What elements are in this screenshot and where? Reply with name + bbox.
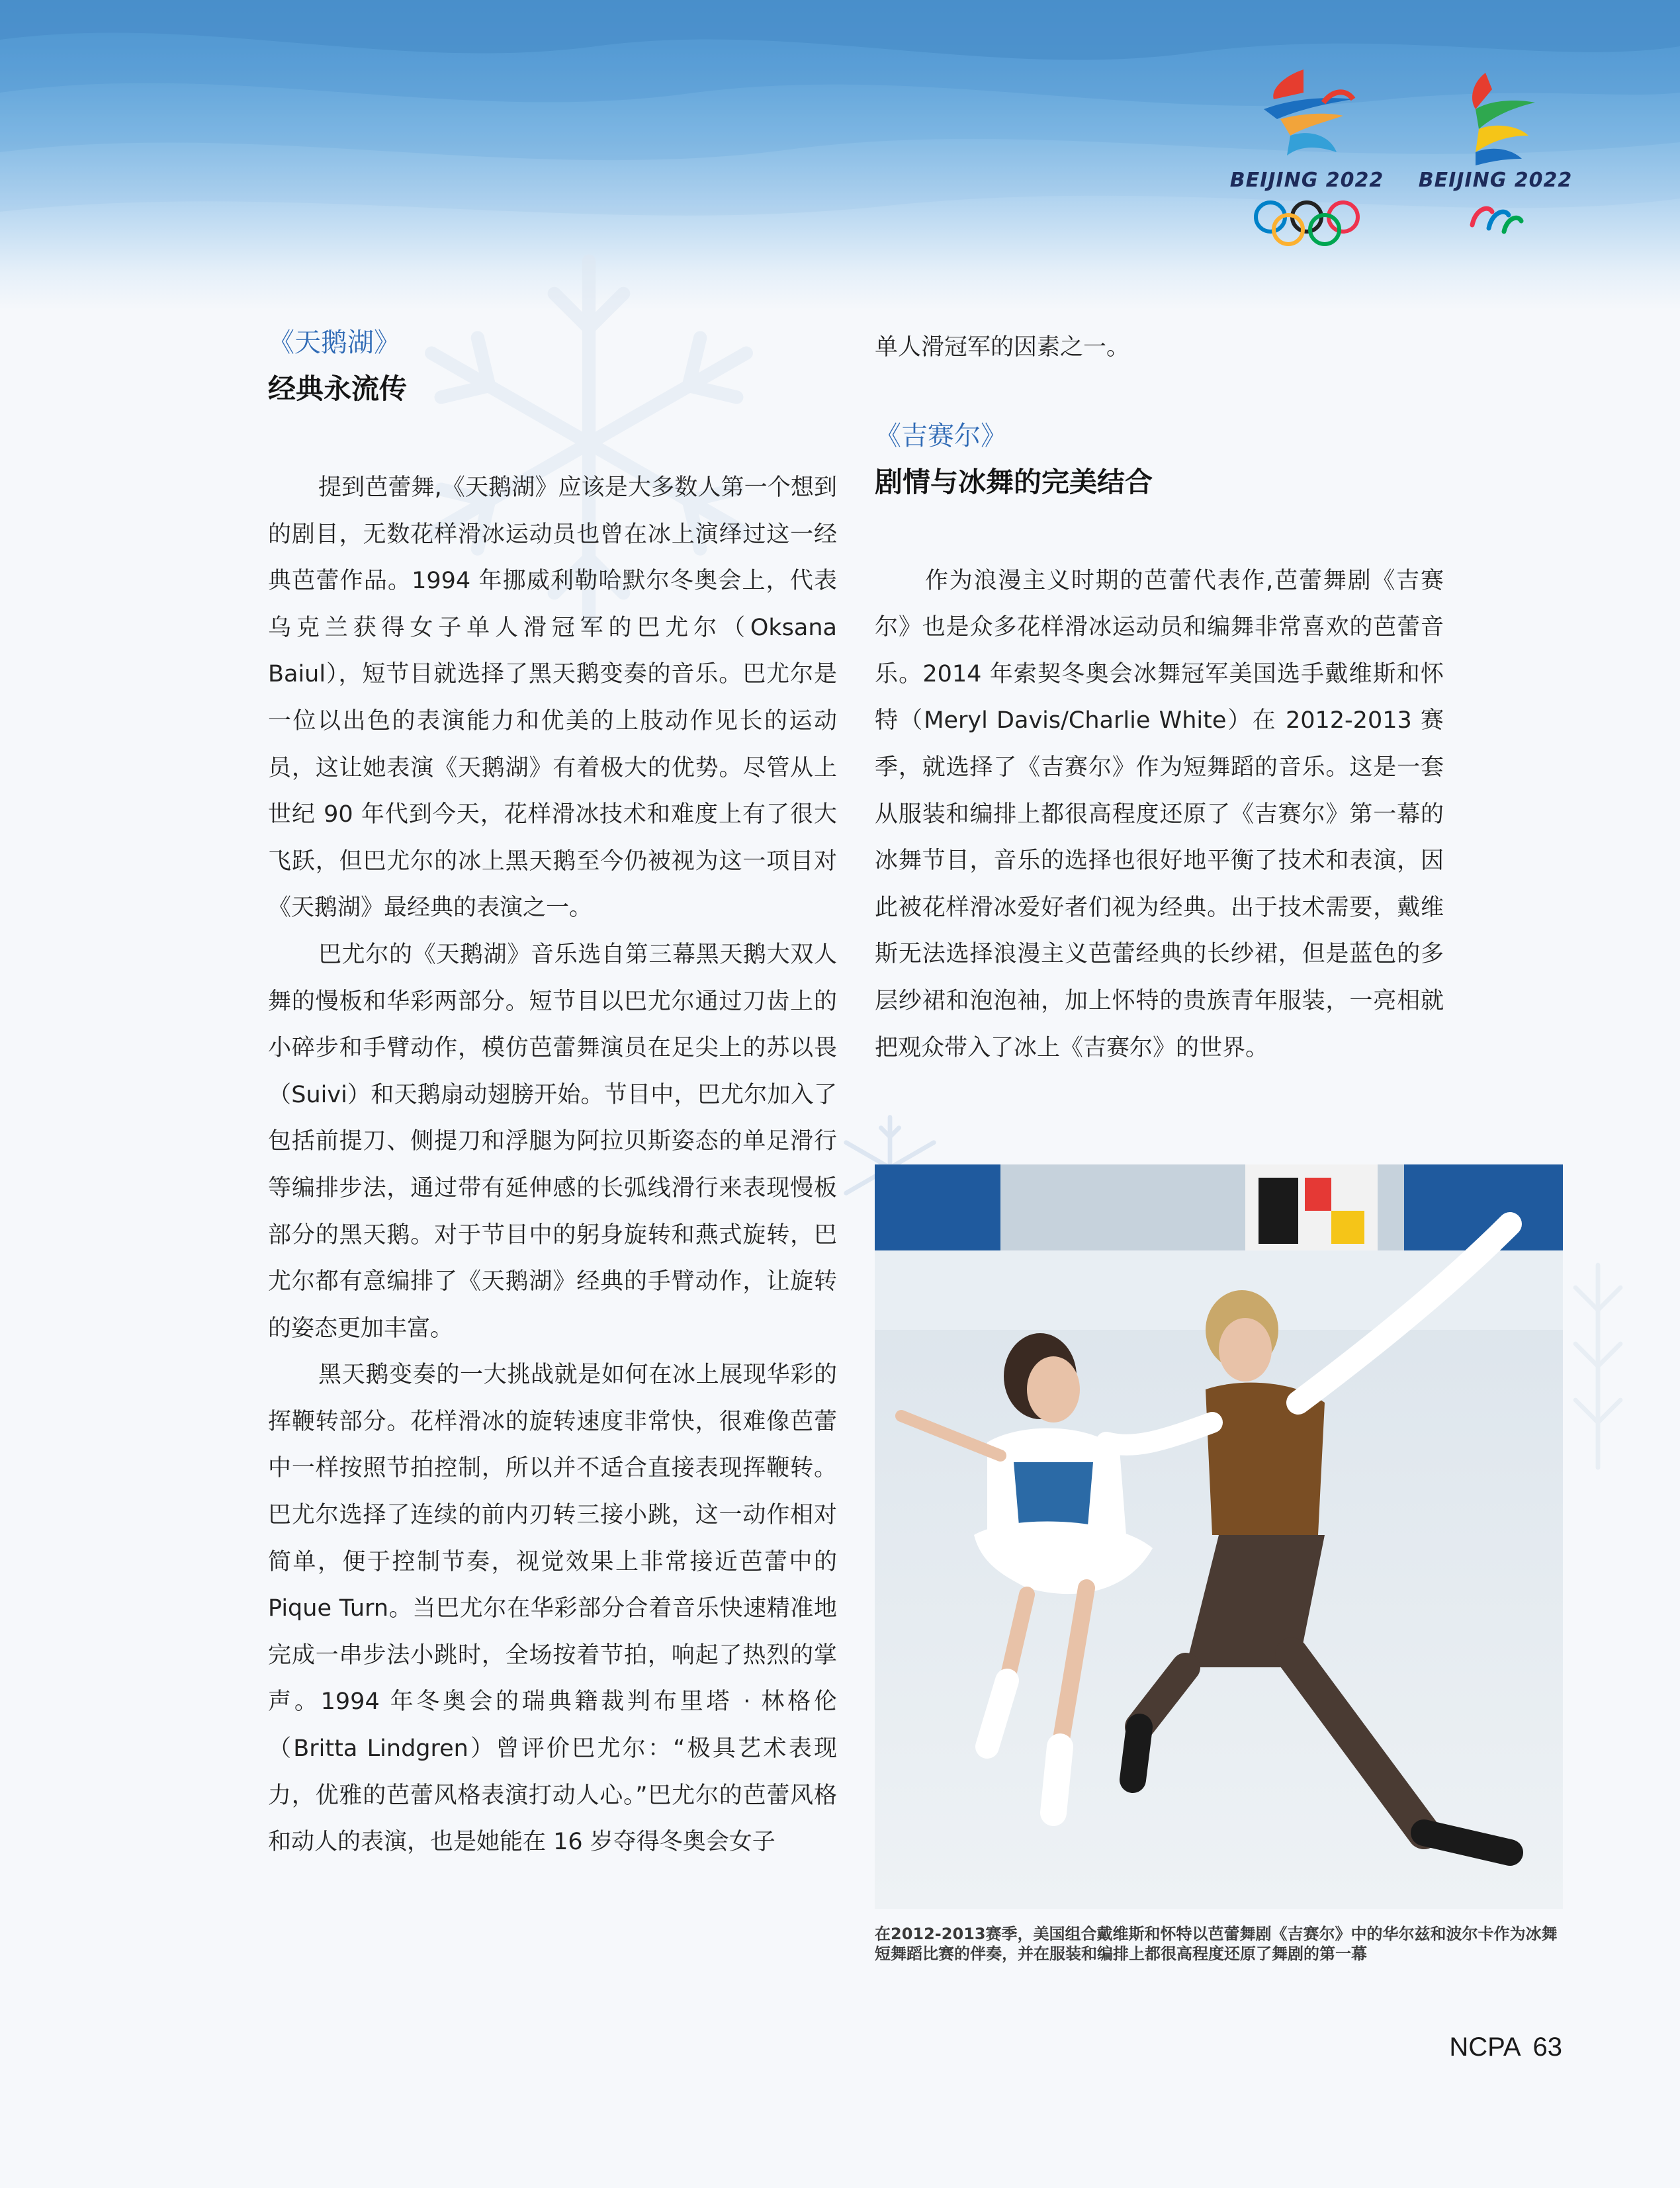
logo-wordmark: BEIJING 2022 [1418,169,1573,192]
magazine-name: NCPA [1449,2033,1521,2062]
ice-dance-photo [875,1164,1563,1909]
olympic-emblem-icon [1224,63,1390,169]
olympic-rings-icon [1251,198,1363,248]
ice-dance-illustration [875,1164,1563,1909]
section-kicker: 《吉赛尔》 [875,420,1007,451]
right-column [875,324,1444,1071]
body-paragraph: 巴尤尔的《天鹅湖》音乐选自第三幕黑天鹅大双人舞的慢板和华彩两部分。短节目以巴尤尔通过刀齿上的小碎步和手臂动作，模仿芭蕾舞演员在足尖上的苏以畏（Suivi）和天鹅扇动翅膀开始。节目中，巴尤尔加入了包括前提刀、侧提刀和浮腿为阿拉贝斯姿态的单足滑行等编排步法，通过带有延伸感的长弧线滑行来表现慢板部分的黑天鹅。对于节目中的躬身旋转和燕式旋转，巴尤尔都有意编排了《天鹅湖》经典的手臂动作，让旋转的姿态更加丰富。 [268,941,837,1342]
paralympic-emblem [1413,63,1578,255]
page-number: 63 [1532,2033,1562,2062]
left-column [268,324,837,1866]
photo-caption: 在2012-2013赛季，美国组合戴维斯和怀特以芭蕾舞剧《吉赛尔》中的华尔兹和波尔卡作为冰舞短舞蹈比赛的伴奏，并在服装和编排上都很高程度还原了舞剧的第一幕 [875,1925,1558,1963]
beijing-2022-logos [1224,63,1581,255]
section-kicker: 《天鹅湖》 [268,328,400,358]
agitos-icon [1466,198,1525,241]
continuation-text: 单人滑冠军的因素之一。 [875,334,1130,361]
body-paragraph: 提到芭蕾舞,《天鹅湖》应该是大多数人第一个想到的剧目，无数花样滑冰运动员也曾在冰上演绎过这一经典芭蕾作品。1994 年挪威利勒哈默尔冬奥会上，代表乌克兰获得女子单人滑冠军的巴尤尔（Oksana Baiul），短节目就选择了黑天鹅变奏的音乐。巴尤尔是一位以出色的表演能力和优美的上肢动作见长的运动员，这让她表演《天鹅湖》有着极大的优势。尽管从上世纪 90 年代到今天，花样滑冰技术和难度上有了很大飞跃，但巴尤尔的冰上黑天鹅至今仍被视为这一项目对《天鹅湖》最经典的表演之一。 [268,474,837,922]
olympic-emblem [1224,63,1390,255]
paralympic-emblem-icon [1413,63,1578,169]
section-title: 剧情与冰舞的完美结合 [875,465,1153,498]
page-footer [1437,2033,1562,2062]
body-paragraph: 作为浪漫主义时期的芭蕾代表作,芭蕾舞剧《吉赛尔》也是众多花样滑冰运动员和编舞非常喜欢的芭蕾音乐。2014 年索契冬奥会冰舞冠军美国选手戴维斯和怀特（Meryl Davis/Charlie White）在 2012-2013 赛季，就选择了《吉赛尔》作为短舞蹈的音乐。这是一套从服装和编排上都很高程度还原了《吉赛尔》第一幕的冰舞节目，音乐的选择也很好地平衡了技术和表演，因此被花样滑冰爱好者们视为经典。出于技术需要，戴维斯无法选择浪漫主义芭蕾经典的长纱裙，但是蓝色的多层纱裙和泡泡袖，加上怀特的贵族青年服装，一亮相就把观众带入了冰上《吉赛尔》的世界。 [875,567,1444,1061]
logo-wordmark: BEIJING 2022 [1229,169,1384,192]
section-title: 经典永流传 [268,372,408,405]
body-paragraph: 黑天鹅变奏的一大挑战就是如何在冰上展现华彩的挥鞭转部分。花样滑冰的旋转速度非常快，很难像芭蕾中一样按照节拍控制，所以并不适合直接表现挥鞭转。巴尤尔选择了连续的前内刃转三接小跳，这一动作相对简单，便于控制节奏，视觉效果上非常接近芭蕾中的 Pique Turn。当巴尤尔在华彩部分合着音乐快速精准地完成一串步法小跳时，全场按着节拍，响起了热烈的掌声。1994 年冬奥会的瑞典籍裁判布里塔 · 林格伦（Britta Lindgren）曾评价巴尤尔：“极具艺术表现力，优雅的芭蕾风格表演打动人心。”巴尤尔的芭蕾风格和动人的表演，也是她能在 16 岁夺得冬奥会女子 [268,1362,837,1856]
